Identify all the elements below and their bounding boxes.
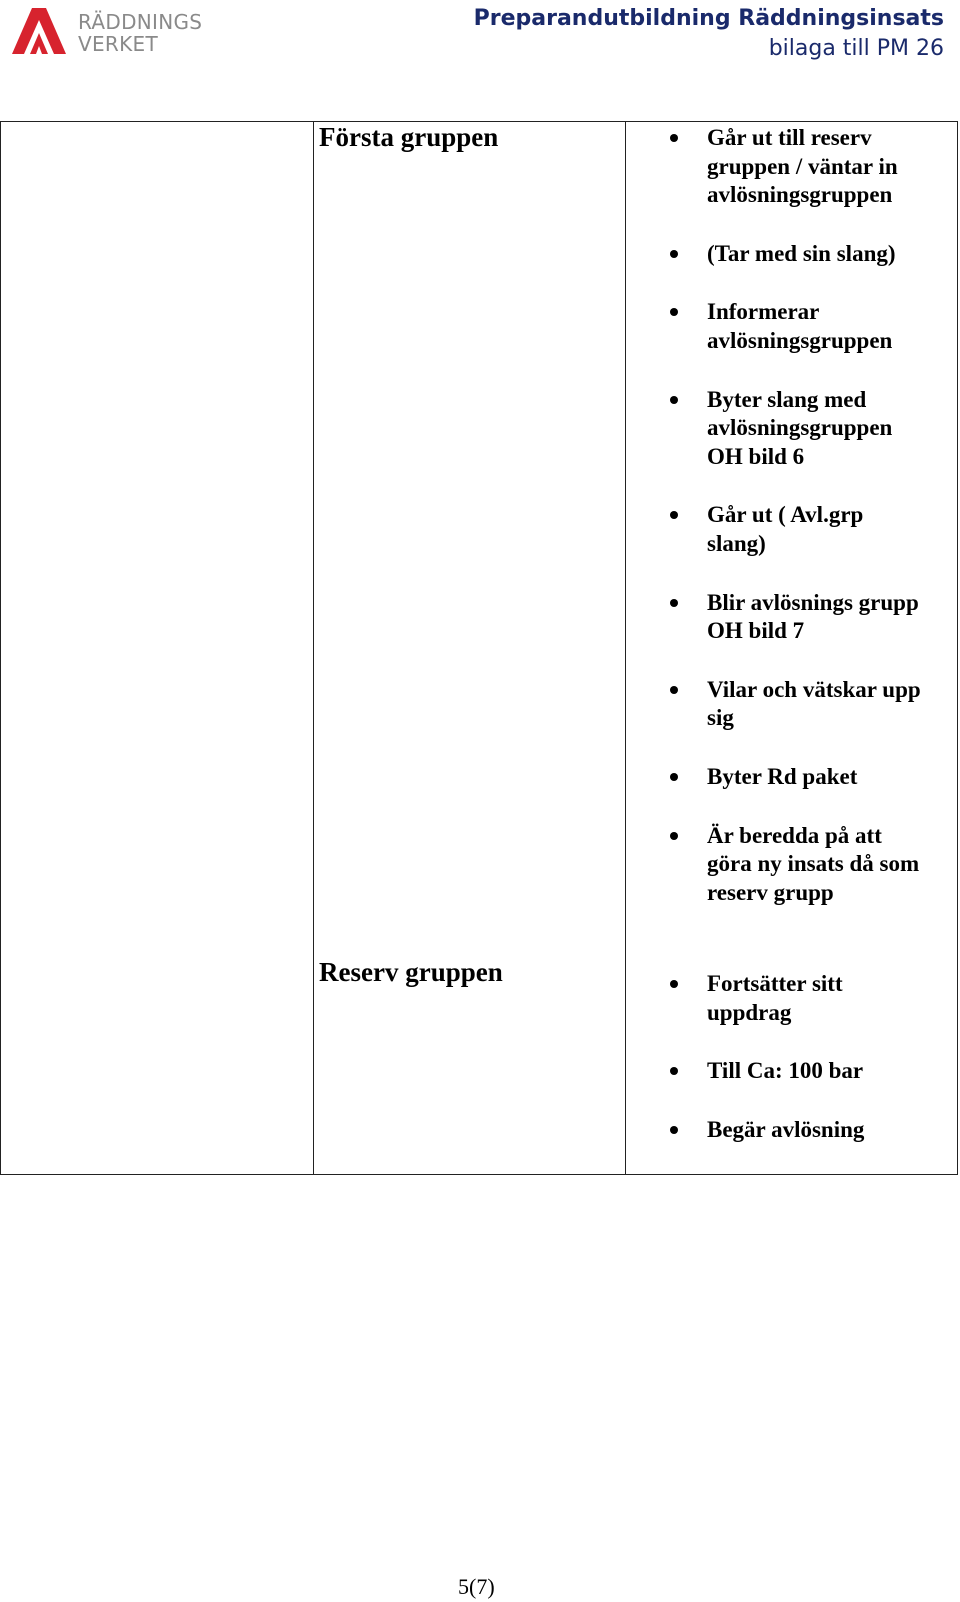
logo-line-1: RÄDDNINGS [78,10,203,34]
bullet-list-forsta [667,124,927,937]
logo-text [78,11,202,55]
logo-line-2: VERKET [78,32,158,56]
document-subtitle: bilaga till PM 26 [768,36,944,61]
column-divider [313,122,314,1174]
page-header [0,0,960,110]
list-item: Vilar och vätskar upp sig [667,676,927,733]
list-item: Till Ca: 100 bar [667,1057,927,1086]
list-item: Informerar avlösningsgruppen [667,298,927,355]
list-item: Byter Rd paket [667,763,927,792]
raddningsverket-logo-icon [8,2,70,58]
raddningsverket-logo [8,2,218,60]
procedure-table [0,121,958,1175]
group-heading-reserv: Reserv gruppen [319,957,503,987]
page-number: 5(7) [458,1574,495,1599]
bullet-list-reserv [667,970,927,1174]
list-item: Går ut till reserv gruppen / väntar in avlösningsgruppen [667,124,927,210]
document-title: Preparandutbildning Räddningsinsats [473,6,944,31]
list-item: Begär avlösning [667,1116,927,1145]
list-item: Byter slang med avlösningsgruppen OH bild 6 [667,386,927,472]
list-item: Blir avlösnings grupp OH bild 7 [667,589,927,646]
list-item: Går ut ( Avl.grp slang) [667,501,927,558]
list-item: (Tar med sin slang) [667,240,927,269]
group-heading-forsta: Första gruppen [319,122,499,152]
list-item: Är beredda på att göra ny insats då som reserv grupp [667,822,927,908]
list-item: Fortsätter sitt uppdrag [667,970,927,1027]
column-divider [625,122,626,1174]
